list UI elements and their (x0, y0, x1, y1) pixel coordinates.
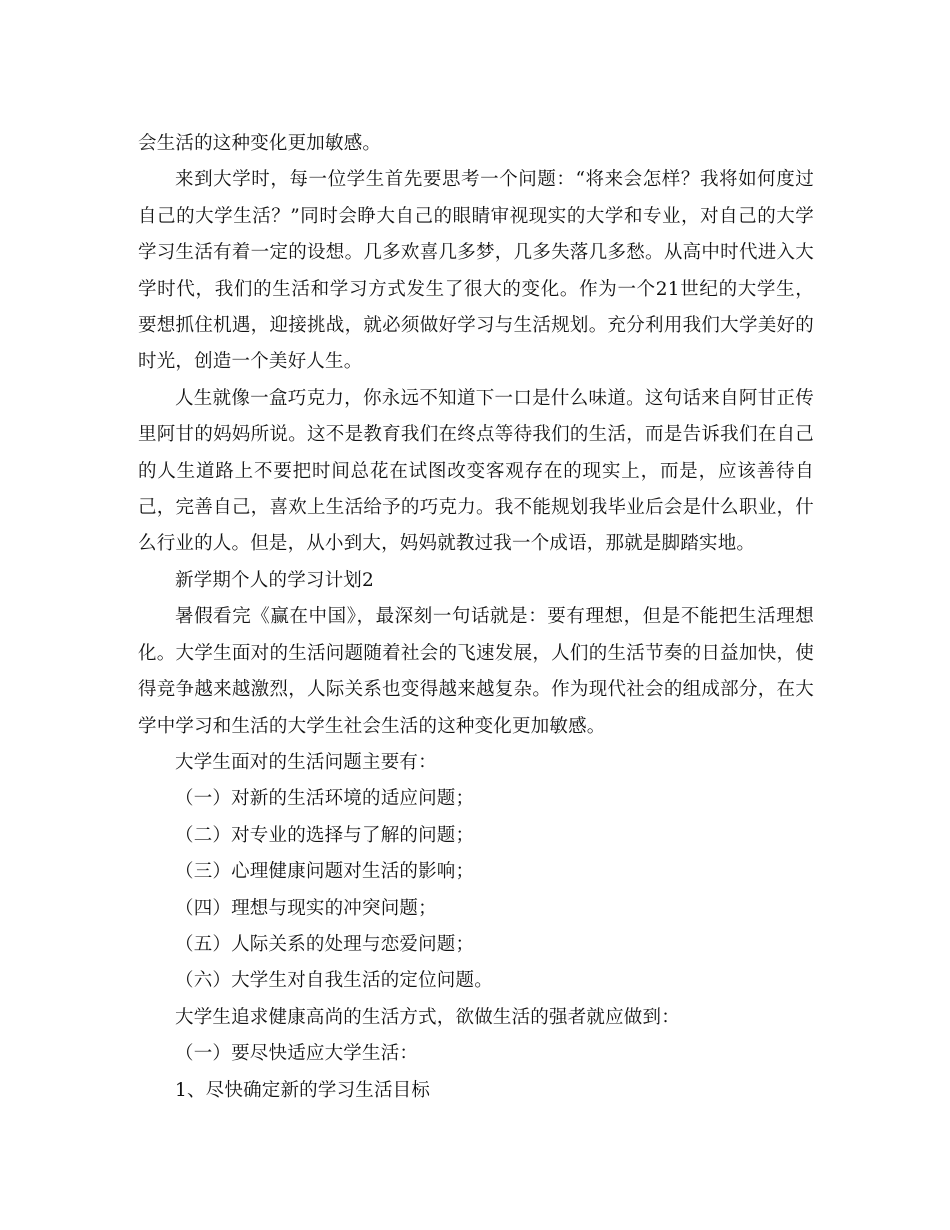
paragraph-chocolate-quote: 人生就像一盒巧克力，你永远不知道下一口是什么味道。这句话来自阿甘正传里阿甘的妈妈所说。这不是教育我们在终点等待我们的生活，而是告诉我们在自己的人生道路上不要把时间总花在试图改变客观存在的现实上，而是，应该善待自己，完善自己，喜欢上生活给予的巧克力。我不能规划我毕业后会是什么职业，什么行业的人。但是，从小到大，妈妈就教过我一个成语，那就是脚踏实地。 (138, 387, 814, 555)
list-item: （三）心理健康问题对生活的影响； (175, 861, 475, 883)
list-intro: 大学生面对的生活问题主要有： (175, 751, 437, 773)
paragraph-university-thoughts: 来到大学时，每一位学生首先要思考一个问题：“将来会怎样？我将如何度过自己的大学生活？”同时会睁大自己的眼睛审视现实的大学和专业，对自己的大学学习生活有着一定的设想。几多欢喜几多梦，几多失落几多愁。从高中时代进入大学时代，我们的生活和学习方式发生了很大的变化。作为一个21世纪的大学生，要想抓住机遇，迎接挑战，就必须做好学习与生活规划。充分利用我们大学美好的时光，创造一个美好人生。 (138, 169, 814, 373)
list-item: （一）对新的生活环境的适应问题； (175, 788, 475, 810)
paragraph-continuation: 会生活的这种变化更加敏感。 (138, 133, 382, 154)
paragraph-lifestyle: 大学生追求健康高尚的生活方式，欲做生活的强者就应做到： (175, 1006, 680, 1028)
numbered-item: 1、尽快确定新的学习生活目标 (175, 1079, 431, 1101)
list-item: （二）对专业的选择与了解的问题； (175, 824, 475, 846)
list-item: （五）人际关系的处理与恋爱问题； (175, 933, 475, 955)
paragraph-ideals: 暑假看完《赢在中国》，最深刻一句话就是：要有理想，但是不能把生活理想化。大学生面对的生活问题随着社会的飞速发展，人们的生活节奏的日益加快，使得竞争越来越激烈，人际关系也变得越来越复杂。作为现代社会的组成部分，在大学中学习和生活的大学生社会生活的这种变化更加敏感。 (138, 606, 814, 737)
document-body (138, 126, 814, 1109)
list-item: （六）大学生对自我生活的定位问题。 (175, 970, 493, 992)
section-heading: 新学期个人的学习计划2 (175, 569, 374, 591)
subsection-heading: （一）要尽快适应大学生活： (175, 1043, 419, 1065)
list-item: （四）理想与现实的冲突问题； (175, 897, 437, 919)
